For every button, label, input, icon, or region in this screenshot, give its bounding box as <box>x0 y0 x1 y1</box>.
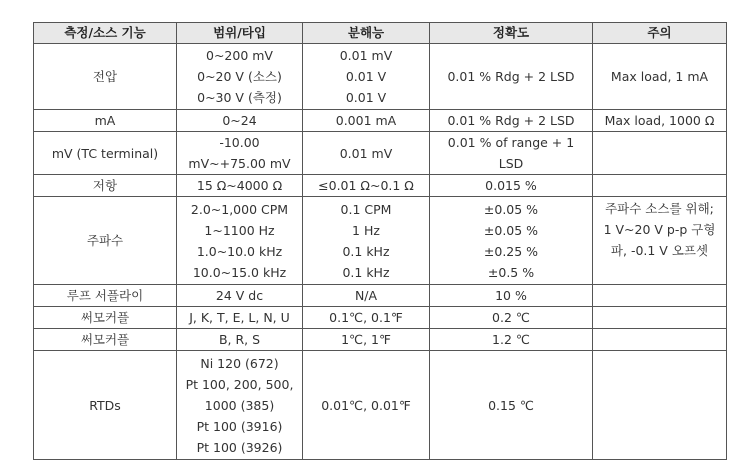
accuracy-cell: 0.2 ℃ <box>430 307 593 329</box>
resolution-cell: 0.01 mV <box>303 132 430 175</box>
note-cell <box>593 307 727 329</box>
range-cell <box>177 351 303 460</box>
resolution-line: 0.01 V <box>345 90 387 105</box>
note-text: 주파수 소스를 위해; 1 V~20 V p-p 구형파, -0.1 V 오프셋 <box>603 201 716 258</box>
header-accuracy: 정확도 <box>430 23 593 44</box>
table-row <box>34 132 727 175</box>
range-cell: J, K, T, E, L, N, U <box>177 307 303 329</box>
header-function: 측정/소스 기능 <box>34 23 177 44</box>
accuracy-cell <box>430 132 593 175</box>
table-row <box>34 351 727 460</box>
table-row <box>34 44 727 110</box>
function-cell: 루프 서플라이 <box>34 285 177 307</box>
resolution-cell <box>303 44 430 110</box>
range-line: 1000 (385) <box>204 397 275 413</box>
header-note: 주의 <box>593 23 727 44</box>
accuracy-line: ±0.05 % <box>483 201 539 217</box>
accuracy-cell: 0.01 % Rdg + 2 LSD <box>430 110 593 132</box>
accuracy-cell: 10 % <box>430 285 593 307</box>
range-cell: B, R, S <box>177 329 303 351</box>
function-cell: 써모커플 <box>34 307 177 329</box>
table-row <box>34 307 727 329</box>
function-cell: 전압 <box>34 44 177 110</box>
range-cell <box>177 197 303 285</box>
accuracy-text: 0.01 % of range + 1 LSD <box>447 135 575 171</box>
note-cell <box>593 175 727 197</box>
resolution-cell: 1℃, 1℉ <box>303 329 430 351</box>
range-line: -10.00 <box>219 135 260 150</box>
range-line: 2.0~1,000 CPM <box>190 201 289 217</box>
accuracy-line: ±0.5 % <box>487 264 535 280</box>
accuracy-cell <box>430 197 593 285</box>
function-cell: 써모커플 <box>34 329 177 351</box>
resolution-line: 0.01 V <box>345 69 387 84</box>
note-cell <box>593 351 727 460</box>
range-line: Pt 100 (3926) <box>196 439 283 455</box>
range-line: 0~30 V (측정) <box>197 90 282 105</box>
resolution-line: 0.01 mV <box>339 48 393 63</box>
resolution-cell: 0.001 mA <box>303 110 430 132</box>
range-cell <box>177 44 303 110</box>
resolution-cell: N/A <box>303 285 430 307</box>
header-row <box>34 23 727 44</box>
resolution-cell: 0.1℃, 0.1℉ <box>303 307 430 329</box>
resolution-cell <box>303 197 430 285</box>
range-line: 1~1100 Hz <box>204 222 275 238</box>
range-cell: 24 V dc <box>177 285 303 307</box>
function-cell: mA <box>34 110 177 132</box>
note-cell <box>593 329 727 351</box>
range-line: mV~+75.00 mV <box>188 156 291 171</box>
note-cell <box>593 132 727 175</box>
accuracy-cell: 0.15 ℃ <box>430 351 593 460</box>
accuracy-cell: 0.01 % Rdg + 2 LSD <box>430 44 593 110</box>
header-resolution: 분해능 <box>303 23 430 44</box>
range-line: 1.0~10.0 kHz <box>196 243 283 259</box>
table-row <box>34 175 727 197</box>
table-row <box>34 110 727 132</box>
resolution-cell: 0.01℃, 0.01℉ <box>303 351 430 460</box>
table-row <box>34 285 727 307</box>
accuracy-cell: 1.2 ℃ <box>430 329 593 351</box>
range-line: 0~20 V (소스) <box>197 69 282 84</box>
range-line: 10.0~15.0 kHz <box>192 264 287 280</box>
range-cell: 15 Ω~4000 Ω <box>177 175 303 197</box>
accuracy-cell: 0.015 % <box>430 175 593 197</box>
note-cell <box>593 197 727 285</box>
range-line: Ni 120 (672) <box>200 355 279 371</box>
range-cell <box>177 132 303 175</box>
accuracy-line: ±0.05 % <box>483 222 539 238</box>
note-cell <box>593 285 727 307</box>
range-line: 0~200 mV <box>206 48 273 63</box>
note-cell: Max load, 1000 Ω <box>593 110 727 132</box>
function-cell: mV (TC terminal) <box>34 132 177 175</box>
range-line: Pt 100, 200, 500, <box>185 376 294 392</box>
function-cell: 저항 <box>34 175 177 197</box>
range-cell: 0~24 <box>177 110 303 132</box>
note-cell: Max load, 1 mA <box>593 44 727 110</box>
spec-table <box>33 22 727 460</box>
function-cell: RTDs <box>34 351 177 460</box>
resolution-line: 0.1 kHz <box>342 243 390 259</box>
resolution-line: 1 Hz <box>352 222 380 238</box>
resolution-cell: ≤0.01 Ω~0.1 Ω <box>303 175 430 197</box>
table-row <box>34 197 727 285</box>
accuracy-line: ±0.25 % <box>483 243 539 259</box>
header-range: 범위/타입 <box>177 23 303 44</box>
resolution-line: 0.1 kHz <box>342 264 390 280</box>
range-line: Pt 100 (3916) <box>196 418 283 434</box>
function-cell: 주파수 <box>34 197 177 285</box>
table-row <box>34 329 727 351</box>
resolution-line: 0.1 CPM <box>340 201 392 217</box>
